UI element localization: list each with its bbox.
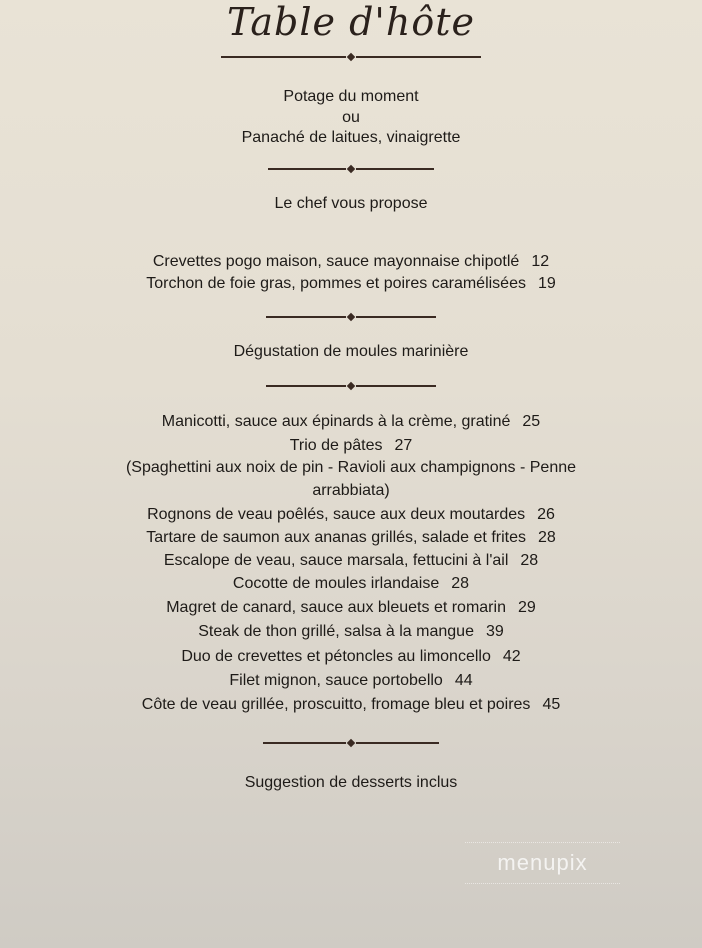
menu-item <box>0 528 702 548</box>
menu-title: Table d'hôte <box>227 0 475 44</box>
menu-item-name: Duo de crevettes et pétoncles au limoncello <box>181 648 491 665</box>
menu-item-name: Cocotte de moules irlandaise <box>232 575 440 592</box>
menu-item-price: 19 <box>537 275 556 292</box>
menu-item <box>0 274 702 294</box>
menu-item <box>0 436 702 456</box>
menu-item-name: Steak de thon grillé, salsa à la mangue <box>198 623 474 640</box>
menu-item-price: 26 <box>537 506 555 523</box>
menu-item <box>0 574 702 594</box>
menu-item <box>0 695 702 715</box>
menu-item-name: Crevettes pogo maison, sauce mayonnaise chipotlé <box>152 253 520 270</box>
menu-item-name: arrabbiata) <box>312 482 390 499</box>
menu-item-name: Trio de pâtes <box>289 437 383 454</box>
menu-item <box>0 551 702 571</box>
menu-item-price: 42 <box>502 648 521 665</box>
tasting-heading: Dégustation de moules marinière <box>233 343 469 360</box>
menu-item <box>0 252 702 272</box>
starter-or: ou <box>342 109 360 126</box>
menu-item-name: (Spaghettini aux noix de pin - Ravioli aux champignons - Penne <box>125 459 577 476</box>
menu-item-price: 28 <box>520 552 539 569</box>
ornament-divider <box>0 53 702 61</box>
menu-item <box>0 412 702 432</box>
menu-item <box>0 505 702 525</box>
ornament-divider <box>0 382 702 390</box>
menu-item-name: Tartare de saumon aux ananas grillés, salade et frites <box>146 529 526 546</box>
menu-item-price: 28 <box>537 529 556 546</box>
ornament-divider <box>0 739 702 747</box>
starter-1: Potage du moment <box>283 88 419 105</box>
ornament-divider <box>0 313 702 321</box>
menu-item-name: Magret de canard, sauce aux bleuets et romarin <box>166 599 506 616</box>
watermark-logo: menupix <box>465 842 620 884</box>
menu-item <box>0 622 702 642</box>
menu-item-name: Manicotti, sauce aux épinards à la crème, gratiné <box>161 413 511 430</box>
menu-item-name: Torchon de foie gras, pommes et poires caramélisées <box>146 275 526 292</box>
menu-item-price: 39 <box>485 623 504 640</box>
menu-item-price: 12 <box>531 253 550 270</box>
menu-item-name: Escalope de veau, sauce marsala, fettucini à l'ail <box>163 552 509 569</box>
menu-item <box>0 671 702 691</box>
ornament-divider <box>0 165 702 173</box>
menu-item-price: 25 <box>522 413 541 430</box>
starter-2: Panaché de laitues, vinaigrette <box>241 129 461 146</box>
menu-item-name: Rognons de veau poêlés, sauce aux deux moutardes <box>147 506 526 523</box>
menu-item-price: 44 <box>454 672 473 689</box>
menu-item-price: 29 <box>517 599 536 616</box>
menu-item <box>0 481 702 501</box>
chef-heading: Le chef vous propose <box>274 195 428 212</box>
desserts-note: Suggestion de desserts inclus <box>244 774 458 791</box>
menu-item-name: Filet mignon, sauce portobello <box>229 672 443 689</box>
menu-item-price: 27 <box>394 437 413 454</box>
menu-item-price: 45 <box>542 696 561 713</box>
menu-item-name: Côte de veau grillée, proscuitto, fromage bleu et poires <box>141 696 531 713</box>
menu-item <box>0 598 702 618</box>
menu-item-price: 28 <box>451 575 470 592</box>
menu-item <box>0 647 702 667</box>
menu-item <box>0 458 702 478</box>
